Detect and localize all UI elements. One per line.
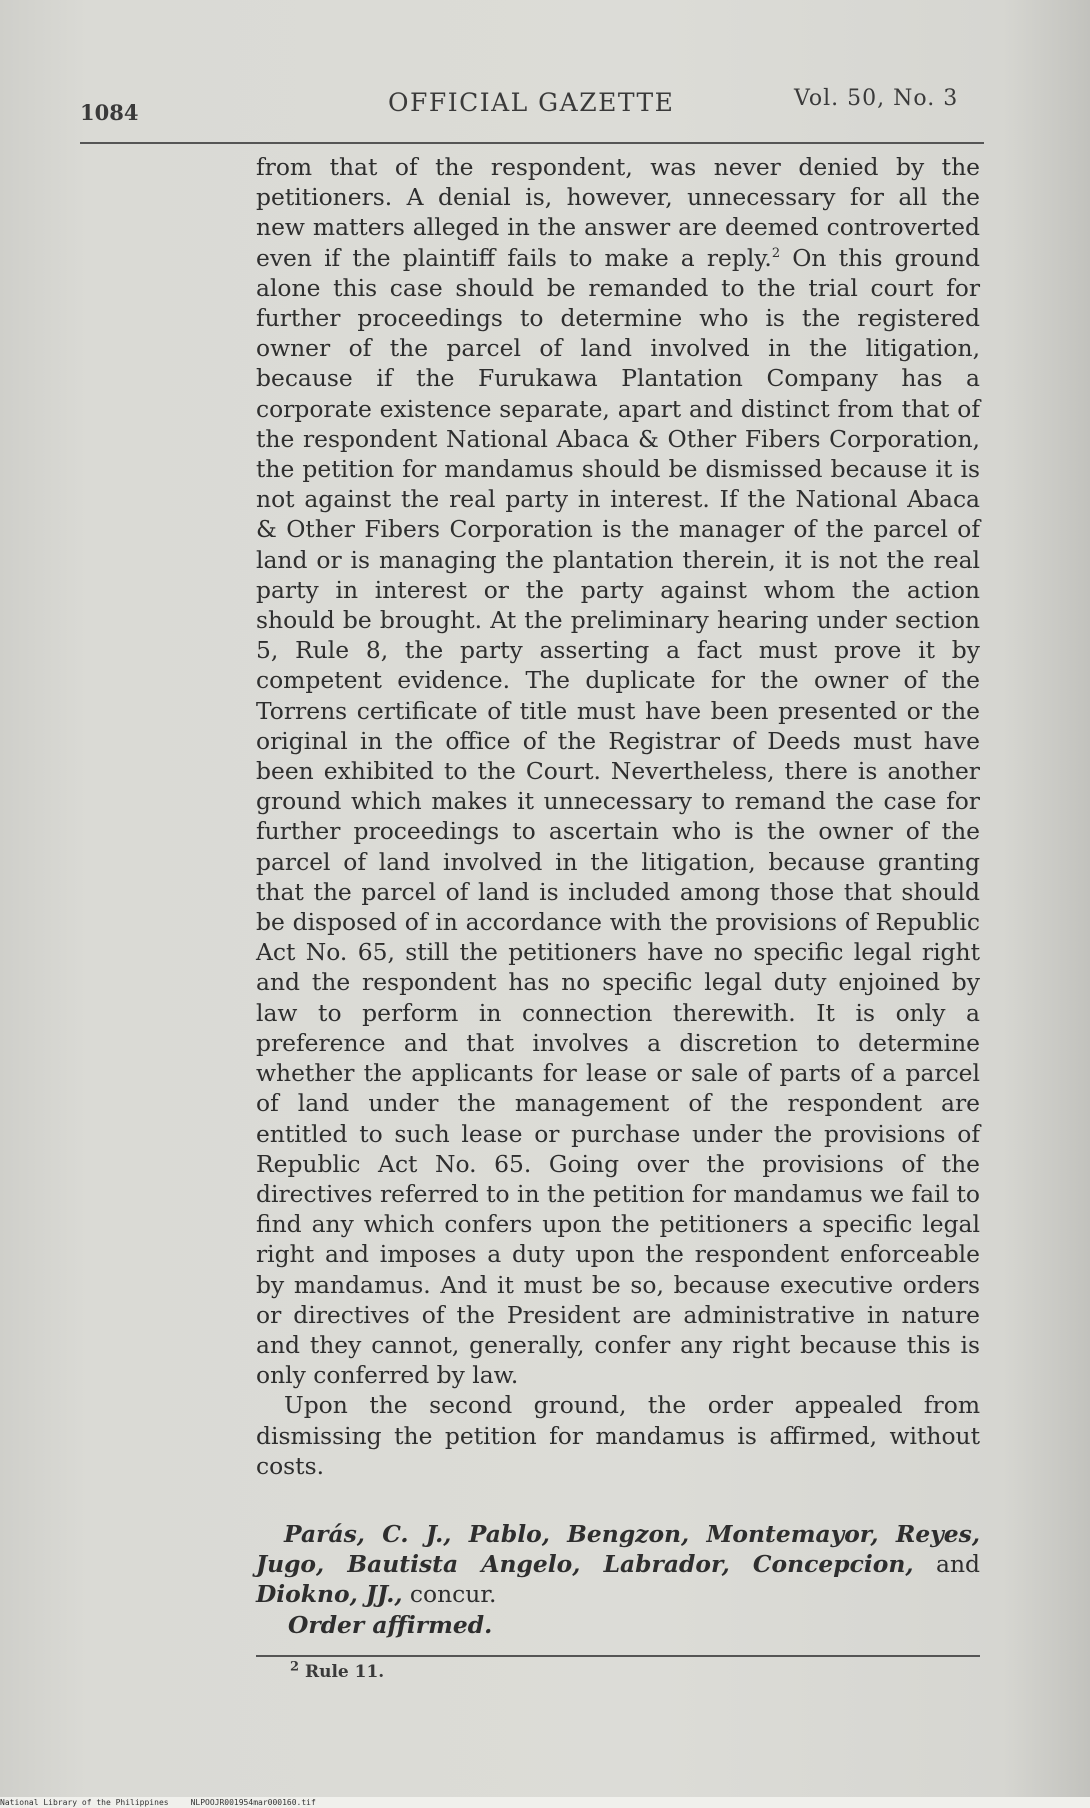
disposition: Order affirmed. [288, 1611, 493, 1639]
page-number: 1084 [80, 100, 139, 125]
scan-credit [0, 1797, 1090, 1808]
concurrence-verb: concur. [402, 1580, 497, 1609]
footnote-reference: 2 [771, 245, 781, 261]
paragraph-2: Upon the second ground, the order appealed from dismissing the petition for mandamus is affirmed, without costs. [256, 1391, 980, 1480]
header-rule [80, 142, 984, 144]
running-title: OFFICIAL GAZETTE [388, 88, 675, 117]
footnote [290, 1659, 385, 1682]
footnote-mark: 2 [290, 1659, 300, 1675]
paragraph-1-part-b: On this ground alone this case should be remanded to the trial court for further proceedings to determine who is the registered owner of the parcel of land involved in the litigation, because if the Furukawa Plantation Company has a corporate existence separate, apart and distinct from that of the respondent National Abaca & Other Fibers Corporation, the petition for mandamus should be dismissed because it is not against the real party in interest. If the National Abaca & Other Fibers Corporation is the manager of the parcel of land or is managing the plantation therein, it is not the real party in interest or the party against whom the action should be brought. At the preliminary hearing under section 5, Rule 8, the party asserting a fact must prove it by competent evidence. The duplicate for the owner of the Torrens certificate of title must have been presented or the original in the office of the Registrar of Deeds must have been exhibited to the Court. Nevertheless, there is another ground which makes it unnecessary to remand the case for further proceedings to ascertain who is the owner of the parcel of land involved in the litigation, because granting that the parcel of land is included among those that should be disposed of in accordance with the provisions of Republic Act No. 65, still the petitioners have no specific legal right and the respondent has no specific legal duty enjoined by law to perform in connection therewith. It is only a preference and that involves a discretion to determine whether the applicants for lease or sale of parts of a parcel of land under the management of the respondent are entitled to such lease or purchase under the provisions of Republic Act No. 65. Going over the provisions of the directives referred to in the petition for mandamus we fail to find any which confers upon the petitioners a specific legal right and imposes a duty upon the respondent enforceable by mandamus. And it must be so, because executive orders or directives of the President are administrative in nature and they cannot, generally, confer any right because this is only conferred by law. [256, 243, 980, 1390]
concurrence-and: and [913, 1550, 980, 1579]
volume-number: Vol. 50, No. 3 [794, 86, 959, 111]
scan-library: National Library of the Philippines [0, 1798, 169, 1807]
paragraph-1 [256, 152, 980, 1390]
footnote-text: Rule 11. [304, 1662, 385, 1682]
footnote-rule [256, 1655, 980, 1657]
concurring-justice-last: Diokno, JJ., [256, 1580, 403, 1609]
scan-file: NLPOOJR001954mar000160.tif [190, 1798, 316, 1807]
body-text [256, 152, 980, 1481]
concurrence [256, 1519, 980, 1610]
concurring-justices: Parás, C. J., Pablo, Bengzon, Montemayor, Reyes, Jugo, Bautista Angelo, Labrador, Concepcion, [256, 1520, 980, 1579]
paragraph-1-part-a: from that of the respondent, was never denied by the petitioners. A denial is, however, unnecessary for all the new matters alleged in the answer are deemed controverted even if the plaintiff fails to make a reply. [256, 153, 980, 272]
